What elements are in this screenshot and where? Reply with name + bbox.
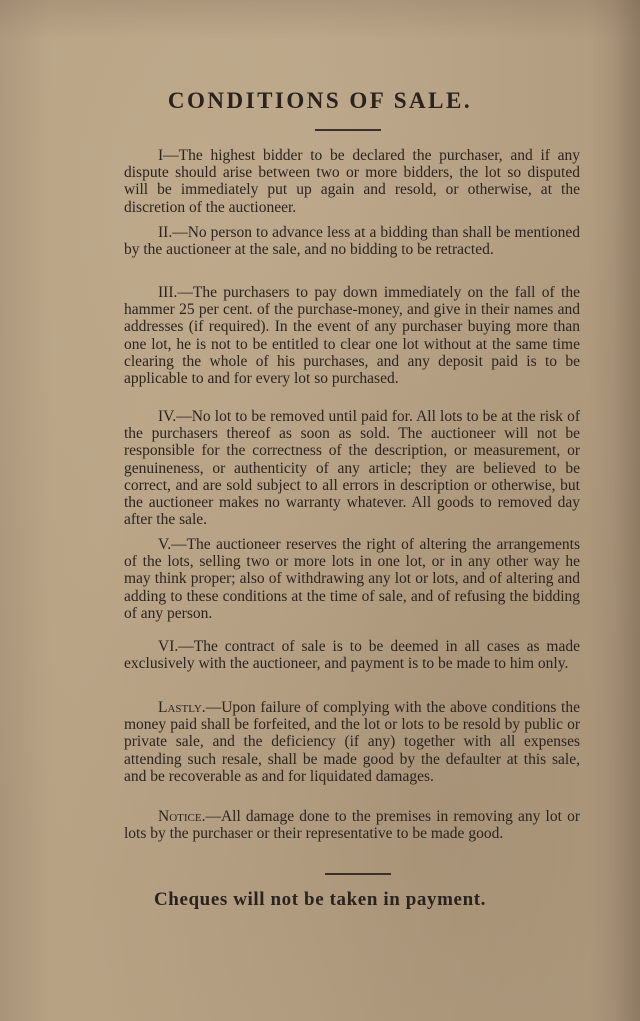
condition-6: [124, 638, 580, 672]
notice-body: —All damage done to the premises in removing any lot or lots by the purchaser or their representative to be made good.: [124, 808, 580, 843]
condition-4: [124, 408, 580, 528]
page-shadow-right: [614, 0, 640, 1021]
notice: [124, 808, 580, 842]
condition-lastly-body: —Upon failure of complying with the above conditions the money paid shall be forfeited, and the lot or lots to be resold by public or private sale, and the deficiency (if any) together with all expenses attending such resale, shall be made good by the defaulter at this sale, and be recoverable as and for liquidated damages.: [124, 699, 580, 785]
page-shadow-top: [0, 0, 640, 40]
condition-3: [124, 284, 580, 387]
condition-lastly-lead: Lastly.: [158, 699, 206, 716]
payment-notice: Cheques will not be taken in payment.: [153, 889, 487, 910]
condition-3-text: III.—The purchasers to pay down immediately on the fall of the hammer 25 per cent. of the purchase-money, and give in their names and addresses (if required). In the event of any purchaser buying more than one lot, he is not to be entitled to clear one lot without at the same time clearing the whole of his purchases, and any deposit paid is to be applicable to and for every lot so purchased.: [124, 284, 580, 388]
notice-lead: Notice.: [158, 808, 206, 825]
condition-6-text: VI.—The contract of sale is to be deemed in all cases as made exclusively with the auctioneer, and payment is to be made to him only.: [124, 638, 580, 673]
condition-2-text: II.—No person to advance less at a bidding than shall be mentioned by the auctioneer at the sale, and no bidding to be retracted.: [124, 224, 580, 259]
footer-divider: [325, 873, 391, 875]
condition-5-text: V.—The auctioneer reserves the right of altering the arrangements of the lots, selling two or more lots in one lot, or in any other way he may think proper; also of withdrawing any lot or lots, and of altering and adding to these conditions at the time of sale, and of refusing the bidding of any person.: [124, 536, 580, 622]
condition-lastly-text: [124, 699, 580, 785]
condition-1: [124, 147, 580, 216]
condition-1-text: I—The highest bidder to be declared the purchaser, and if any dispute should arise between two or more bidders, the lot so disputed will be immediately put up again and resold, or otherwise, at the discretion of the auctioneer.: [124, 147, 580, 216]
notice-text: [124, 808, 580, 842]
condition-lastly: [124, 699, 580, 785]
title-divider: [315, 129, 381, 131]
condition-4-text: IV.—No lot to be removed until paid for. All lots to be at the risk of the purchasers thereof as soon as sold. The auctioneer will not be responsible for the correctness of the description, or measurement, or genuineness, or authenticity of any article; they are believed to be correct, and are sold subject to all errors in description or otherwise, but the auctioneer makes no warranty whatever. All goods to removed day after the sale.: [124, 408, 580, 529]
condition-5: [124, 536, 580, 622]
page-title: CONDITIONS OF SALE.: [167, 88, 473, 113]
condition-2: [124, 224, 580, 258]
